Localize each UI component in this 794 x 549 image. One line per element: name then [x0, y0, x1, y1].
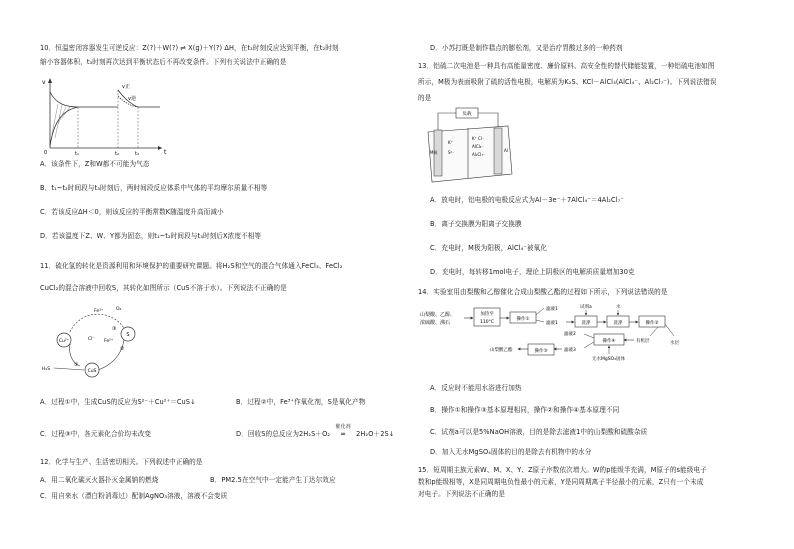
- q14-heat-line1: 加热至: [480, 312, 494, 317]
- q14-product-label: 山梨酸乙酯: [490, 348, 513, 353]
- q14-reagent-a: 试剂a: [580, 305, 592, 310]
- q10-x-label: t: [164, 149, 167, 156]
- q14-op2-to-organic: [650, 327, 658, 336]
- q11-step3-label: ③: [112, 326, 117, 332]
- q10-stem-line2: 缩小容器体积，t₃时刻再次达到平衡状态后不再改变条件。下列有关说法中正确的是: [40, 58, 287, 66]
- q11-o2-label: O₂: [116, 307, 122, 312]
- q13-al-label: Al: [504, 148, 508, 153]
- q13-stem-line1: 13．铝硫二次电池是一种具有高能量密度、廉价原料、高安全性的替代储能装置，一种铝硫电池如图: [418, 62, 715, 70]
- q14-water-label: 水: [616, 305, 621, 310]
- q14-filtrate1-bottom: 滤液1: [546, 321, 558, 326]
- q14-option-a[interactable]: A．反应时不能用水浴进行加热: [430, 384, 522, 392]
- q14-wash1-label: 洗涤: [581, 321, 591, 326]
- q15-stem-line3: 对电子。下列说法不正确的是: [418, 490, 506, 498]
- q10-y-arrow-icon: [48, 78, 52, 83]
- q14-organic-label: 有机层: [636, 339, 650, 344]
- q14-option-b[interactable]: B．操作①和操作③基本原理相同，操作②和操作④基本原理不同: [430, 406, 620, 414]
- q13-ions-label: K⁺ Cl⁻: [472, 136, 485, 141]
- q14-op3-label: 操作③: [534, 349, 548, 354]
- q12-option-d[interactable]: D．小苏打既是制作糕点的膨松剂，又是治疗胃酸过多的一种药剂: [430, 44, 623, 52]
- q13-left-wire: [438, 113, 456, 130]
- q11-fe3-label: Fe³⁺: [94, 309, 104, 314]
- q13-m-label: M极: [430, 150, 438, 155]
- q14-filtrate1-top: 滤液1: [546, 307, 558, 312]
- q13-option-d[interactable]: D．充电时，每转移1mol电子，理论上阴极区的电解质质量增加30克: [430, 268, 635, 276]
- q10-forward-rise-curve: [50, 107, 78, 146]
- q14-option-d[interactable]: D．加入无水MgSO₄固体的目的是除去有机物中的水分: [430, 448, 592, 456]
- q13-load-label: 负载: [462, 112, 472, 117]
- q14-flowchart: [418, 302, 708, 372]
- q10-t1-label: t₁: [75, 151, 79, 156]
- q11-stem-line2: CuCl₂的混合溶液中回收S，其转化如图所示（CuS不溶于水）。下列说法不正确的是: [40, 284, 287, 292]
- q10-t3-label: t₃: [135, 151, 139, 156]
- q11-cus-label: CuS: [87, 369, 97, 374]
- q11-h2s-label: H₂S: [42, 367, 51, 372]
- q11-fe2-label: Fe²⁺: [104, 339, 114, 344]
- q14-stem: 14．实验室用由梨酸和乙醇催化合成山梨酸乙酯的过程如下所示，下列说法错误的是: [418, 288, 668, 296]
- q10-option-c[interactable]: C．若该反应ΔH＜0，则该反应的平衡常数K随温度升高而减小: [40, 208, 224, 216]
- q10-option-b[interactable]: B．t₁~t₂时间段与t₃时刻后，两时间段反应体系中气体的平均摩尔质量不相等: [40, 184, 268, 192]
- q11-option-d-prefix: D．回收S的总反应为2H₂S＋O₂: [236, 430, 331, 438]
- q12-option-c[interactable]: C．用自来水（漂白粉消毒过）配制AgNO₃溶液，溶液不会变质: [40, 492, 228, 500]
- q14-dryer-label: 无水MgSO₄固体: [592, 357, 625, 362]
- q11-option-d[interactable]: [236, 424, 395, 438]
- q14-reactants-line2: 浓硫酸、沸石: [420, 320, 451, 326]
- q13-stem-line3: 的是: [418, 94, 432, 102]
- q10-forward-label: v正: [122, 84, 130, 90]
- q12-option-b[interactable]: B．PM2.5在空气中一定能产生丁达尔效应: [210, 476, 336, 484]
- q13-battery-diagram: [418, 104, 518, 188]
- q13-option-a[interactable]: A．放电时，铝电极的电极反应式为Al－3e⁻＋7AlCl₄⁻＝4Al₂Cl₇⁻: [430, 196, 625, 204]
- q14-heat-line2: 110°C: [480, 320, 494, 325]
- q11-cu2-label: Cu²⁺: [58, 339, 70, 344]
- q14-aqueous-label: 水层: [670, 341, 679, 346]
- q14-op2-label: 操作②: [645, 321, 659, 326]
- q14-to-filtrate2: [584, 334, 594, 338]
- q11-cycle-diagram: [40, 300, 150, 382]
- q13-al-electrode: [494, 128, 502, 174]
- q14-wash2-label: 洗涤: [613, 321, 623, 326]
- q11-option-d-suffix: 2H₂O＋2S↓: [356, 430, 395, 438]
- q11-catalyst-label: 催化剂: [335, 424, 351, 430]
- q15-stem-line2: 数和p能级相等，X是同周期电负性最小的元素，Y是同周期离子半径最小的元素，Z只有一个未成: [418, 478, 704, 486]
- q10-stem-line1: 10．恒温密闭容器发生可逆反应：Z(?)＋W(?) ⇌ X(g)＋Y(?) ΔH，在t₁时刻反应达到平衡，在t₂时刻: [40, 44, 339, 52]
- q13-s2-label: S²⁻: [448, 150, 455, 155]
- q13-al2cl7-label: Al₂Cl₇⁻: [472, 152, 486, 157]
- q10-rate-graph: [40, 74, 170, 156]
- q12-option-a[interactable]: A．用二氧化碳灭火器扑灭金属钠的燃烧: [40, 476, 159, 484]
- q15-stem-line1: 15．短周期主族元素W、M、X、Y、Z原子序数依次增大。W的p能级半充满，M原子的s能级电子: [418, 466, 707, 474]
- q13-option-c[interactable]: C．充电时，M极为阳极，AlCl₄⁻被氧化: [430, 244, 548, 252]
- q11-option-a[interactable]: A．过程①中，生成CuS的反应为S²⁻＋Cu²⁺＝CuS↓: [40, 398, 196, 406]
- q11-stem-line1: 11．硫化氢的转化是资源利用和环境保护的重要研究课题。将H₂S和空气的混合气体通入FeCl₃、FeCl₂: [40, 262, 343, 270]
- q10-t2-label: t₂: [115, 151, 119, 156]
- q14-op2-to-aqueous: [665, 324, 674, 336]
- q11-step1-label: ①: [74, 362, 79, 368]
- q10-reverse-fall-curve: [50, 92, 78, 107]
- q11-catalyst-arrow: 催化剂 ═: [330, 430, 356, 438]
- q10-y-label: v: [42, 79, 46, 86]
- q10-origin-label: 0: [44, 150, 48, 156]
- q13-k-label: K⁺: [448, 140, 453, 145]
- q13-option-b[interactable]: B．离子交换膜为阳离子交换膜: [430, 220, 522, 228]
- q14-option-c[interactable]: C．试剂a可以是5%NaOH溶液，目的是除去滤液1中的山梨酸和硫酸杂质: [430, 428, 648, 436]
- q10-x-arrow-icon: [158, 146, 162, 150]
- q14-op4-label: 操作④: [602, 339, 616, 344]
- q14-to-filtrate3: [584, 342, 594, 348]
- q14-filtrate3-label: 滤液3: [564, 348, 576, 353]
- q11-h2s-arrow: [54, 368, 84, 370]
- q13-stem-line2: 所示，M极为表面吸附了硫的活性电极，电解质为K₂S、KCl－AlCl₃(AlCl₄⁻、Al₂Cl₇⁻)。下列说法错误: [418, 78, 717, 86]
- q11-step2-label: ②: [120, 346, 125, 352]
- q10-reverse-label: v逆: [128, 96, 136, 102]
- q11-option-b[interactable]: B．过程②中，Fe³⁺作氧化剂，S是氧化产物: [236, 398, 366, 406]
- q14-branch-down: [536, 320, 544, 322]
- q14-filtrate2-label: 滤液2: [564, 332, 576, 337]
- q11-cl-label: Cl⁻: [88, 337, 95, 342]
- q13-alcl4-label: AlCl₄⁻: [472, 144, 484, 149]
- q10-option-d[interactable]: D．若该温度下Z、W、Y都为固态，则t₁~t₂时间段与t₃时刻后X浓度不相等: [40, 232, 262, 240]
- q14-branch-up: [536, 308, 544, 315]
- q12-stem: 12．化学与生产、生活密切相关。下列叙述中正确的是: [40, 458, 203, 466]
- q10-option-a[interactable]: A．该条件下，Z和W都不可能为气态: [40, 160, 150, 168]
- q14-reactants-line1: 山梨酸、乙醇、: [420, 312, 456, 318]
- q11-s-label: S: [126, 332, 130, 338]
- q11-option-c[interactable]: C．过程③中，各元素化合价均未改变: [40, 430, 152, 438]
- q14-op1-label: 操作①: [516, 317, 530, 322]
